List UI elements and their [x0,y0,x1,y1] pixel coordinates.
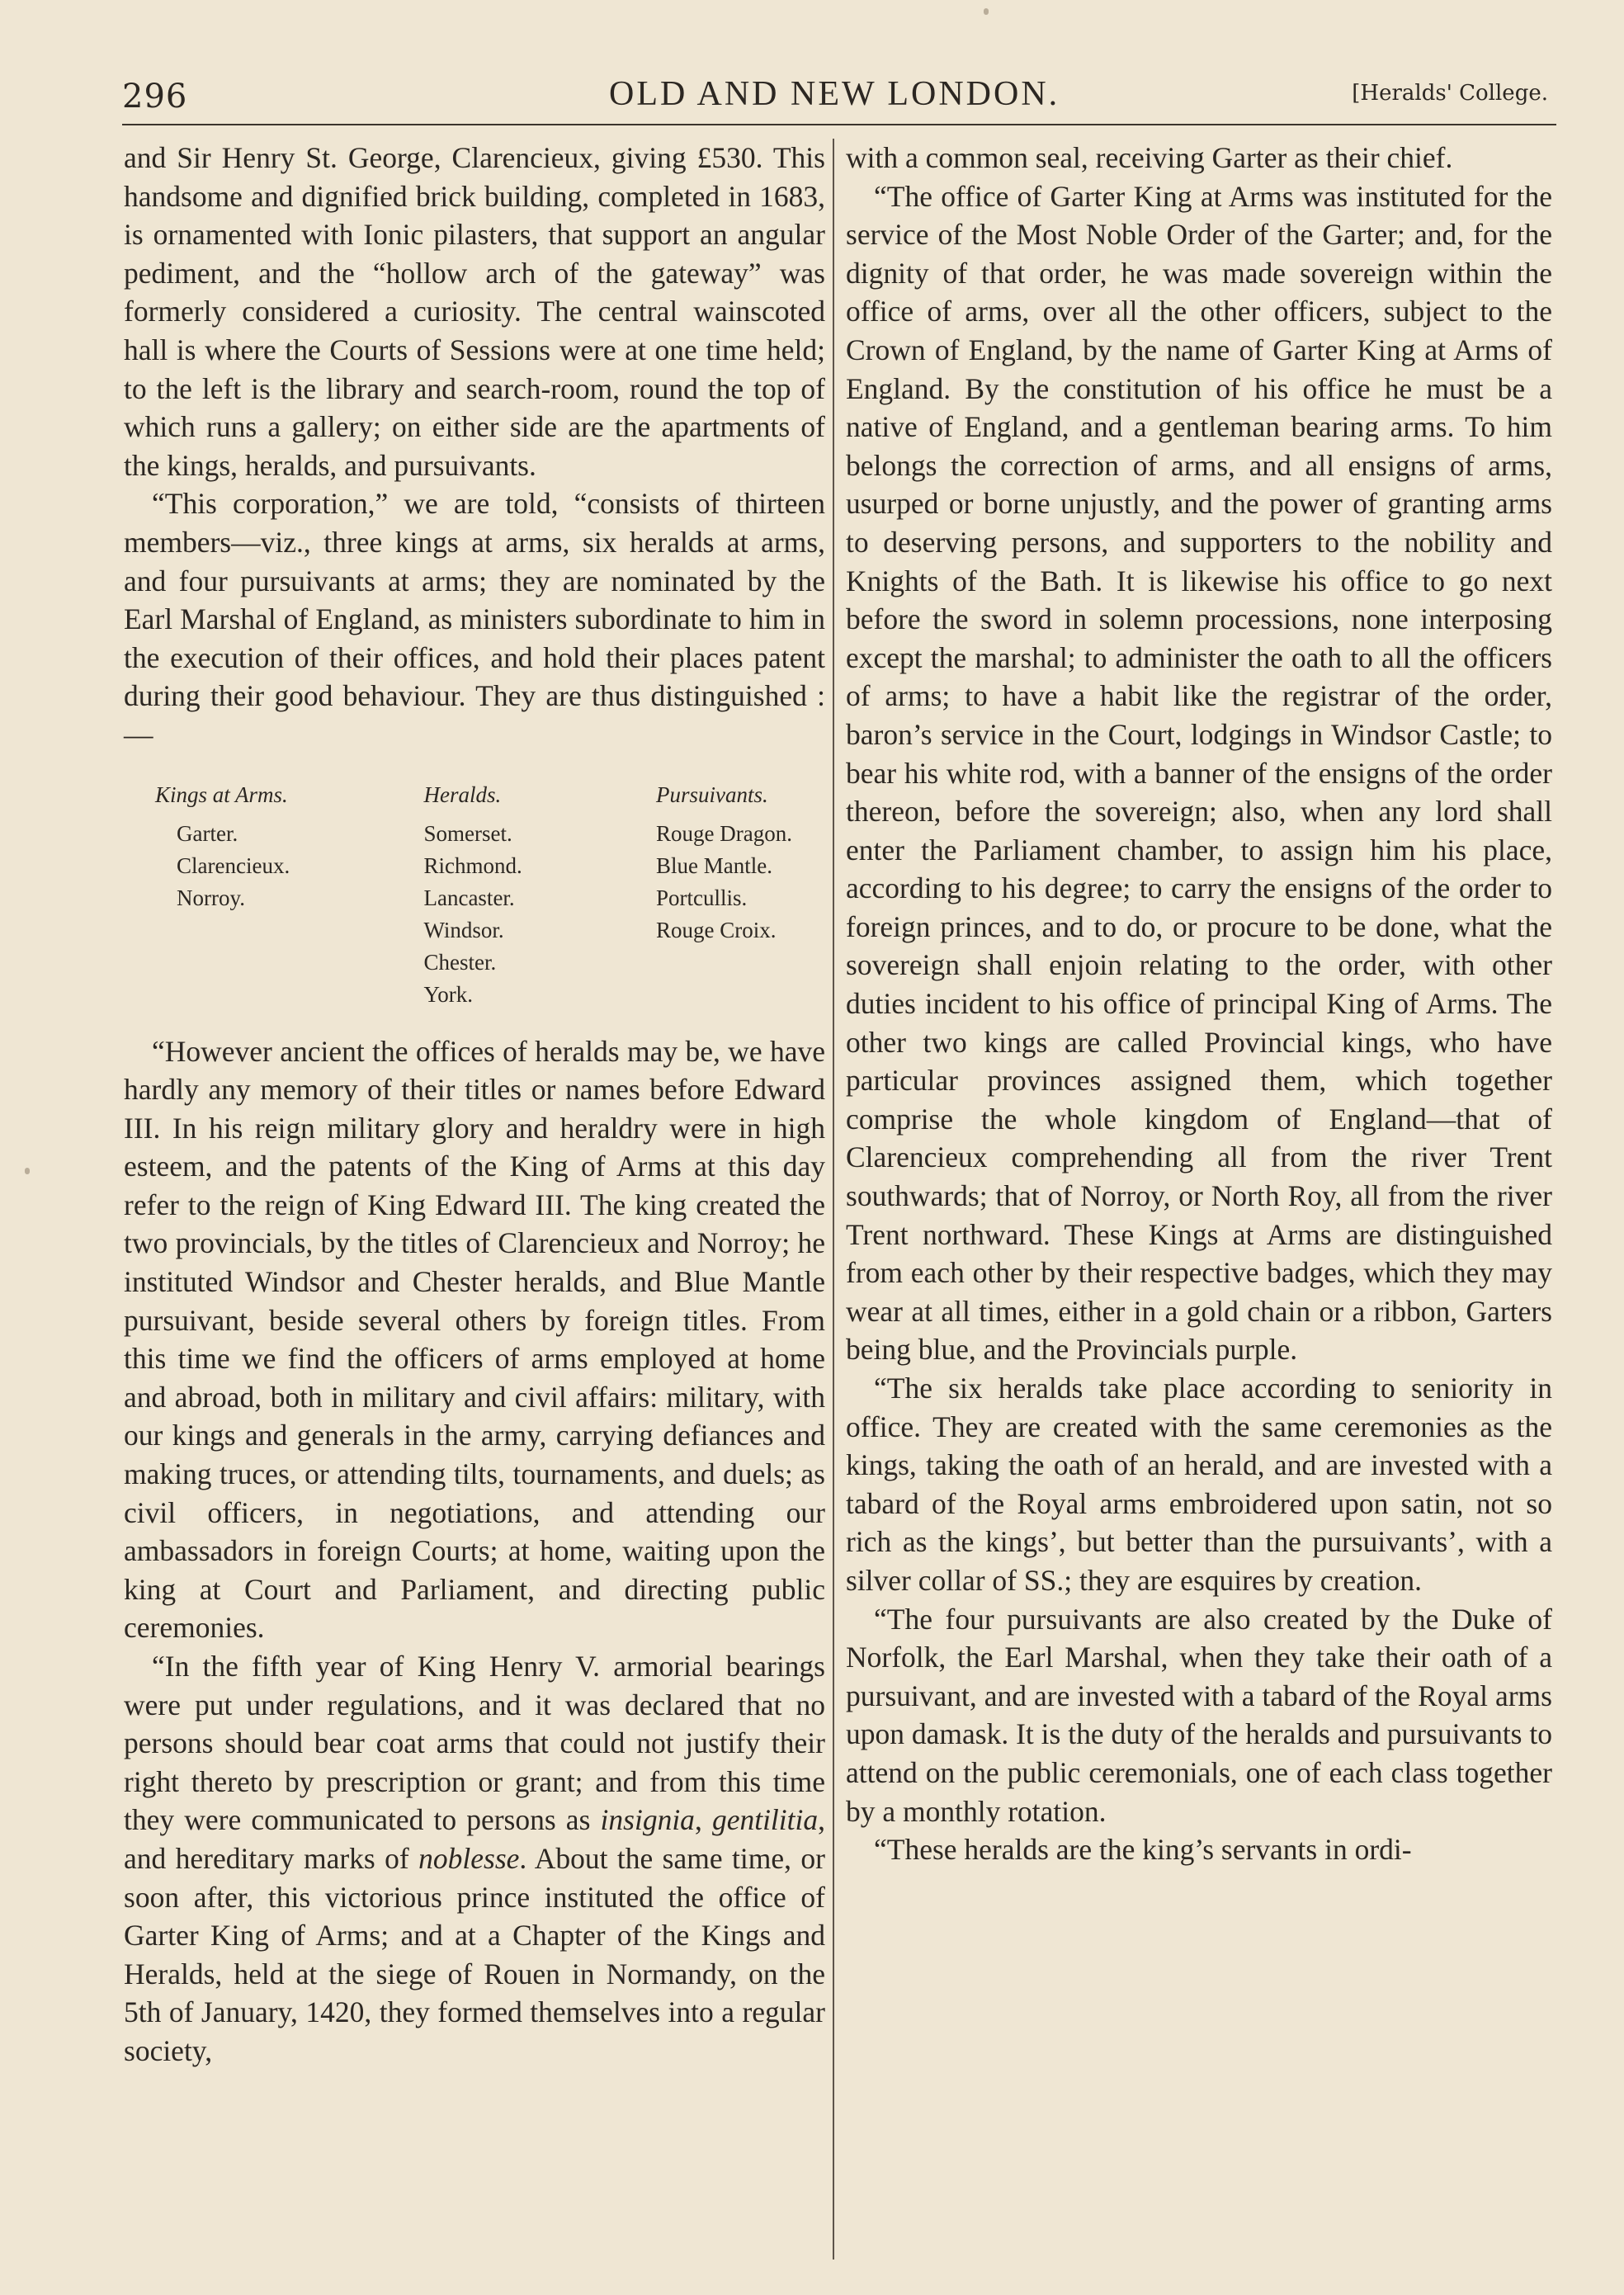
header-rule [122,124,1556,125]
column-divider [833,139,834,2260]
page-header [122,73,1556,124]
italic-term: noblesse [418,1841,520,1875]
table-cell: Portcullis. [656,885,748,910]
heralds-column [423,779,522,1011]
table-cell: Somerset. [423,820,512,846]
paper-speck [984,8,989,15]
section-tag: [Heralds' College. [1352,81,1548,106]
right-paragraph-3: “The six heralds take place according to seniority in office. They are created with the same ceremonies as the kings, taking the oath of an herald, and are invested with a tabard of the Royal arms embroidered upon satin, not so rich as the kings’, but better than the pursuivants’, with a silver collar of SS.; they are esquires by creation. [846,1372,1552,1597]
text-run: “In the fifth year of King Henry V. armorial bearings were put under regulations, and it was declared that no persons should bear coat arms that could not justify their right thereto by prescription or grant; and from this time they were communicated to persons as [124,1650,825,1837]
paper-speck [25,1168,30,1174]
running-title: OLD AND NEW LONDON. [609,75,1060,113]
table-cell: Rouge Croix. [656,917,777,942]
left-paragraph-4 [124,1647,825,2071]
table-cell: Windsor. [423,917,504,942]
officers-table [155,779,792,1011]
left-paragraph-2: “This corporation,” we are told, “consists of thirteen members—viz., three kings at arms, six heralds at arms, and four pursuivants at arms; they are nominated by the Earl Marshal of England, as ministers subordinate to him in the execution of their offices, and hold their places patent during their good behaviour. They are thus distinguished :— [124,487,825,751]
table-cell: Richmond. [423,852,522,878]
left-paragraph-1: and Sir Henry St. George, Clarencieux, giving £530. This handsome and dignified brick building, completed in 1683, is ornamented with Ionic pilasters, that support an angular pediment, and the “hollow arch of the gateway” was formerly considered a curiosity. The central wainscoted hall is where the Courts of Sessions were at one time held; to the left is the library and search-room, round the top of which runs a gallery; on either side are the apartments of the kings, heralds, and pursuivants. [124,141,825,482]
table-cell: York. [423,981,474,1007]
right-paragraph-4: “The four pursuivants are also created by the Duke of Norfolk, the Earl Marshal, when they take their oath of a pursuivant, and are invested with a tabard of the Royal arms upon damask. It is the duty of the heralds and pursuivants to attend on the public ceremonials, one of each class together by a monthly rotation. [846,1602,1552,1828]
pursuivants-column [656,779,792,1011]
italic-term: insignia [600,1803,695,1837]
table-cell: Rouge Dragon. [656,820,792,846]
table-cell: Clarencieux. [177,852,290,878]
kings-column [155,779,290,1011]
text-run: , [694,1803,712,1837]
left-paragraph-3: “However ancient the offices of heralds may be, we have hardly any memory of their titles or names before Edward III. In his reign military glory and heraldry were in high esteem, and the patents of the King of Arms at this day refer to the reign of King Edward III. The king created the two provincials, by the titles of Clarencieux and Norroy; he instituted Windsor and Chester heralds, and Blue Mantle pursuivant, beside several others by foreign titles. From this time we find the officers of arms employed at home and abroad, both in military and civil affairs: military, with our kings and generals in the army, carrying defiances and making truces, or attending tilts, tournaments, and duels; as civil officers, in negotiations, and attending our ambassadors in foreign Courts; at home, waiting upon the king at Court and Parliament, and directing public ceremonies. [124,1034,825,1645]
text-run: . About the same time, or soon after, this victorious prince instituted the office of Garter King of Arms; and at a Chapter of the Kings and Heralds, held at the siege of Rouen in Normandy, on the 5th of January, 1420, they formed themselves into a regular society, [124,1841,825,2067]
right-column [846,139,1552,1869]
italic-term: gentilitia [711,1803,819,1837]
table-cell: Lancaster. [423,885,515,910]
table-cell: Norroy. [177,885,245,910]
pursuivants-header: Pursuivants. [656,782,768,807]
table-cell: Blue Mantle. [656,852,772,878]
table-cell: Garter. [177,820,238,846]
table-cell: Chester. [423,949,497,975]
kings-header: Kings at Arms. [155,782,288,807]
left-column [124,139,825,2071]
right-paragraph-1: with a common seal, receiving Garter as their chief. [846,141,1453,174]
page-number: 296 [122,78,188,116]
right-paragraph-2: “The office of Garter King at Arms was instituted for the service of the Most Noble Order of the Garter; and, for the dignity of that order, he was made sovereign within the office of arms, over all the other officers, subject to the Crown of England, by the name of Garter King at Arms of England. By the constitution of his office he must be a native of England, and a gentleman bearing arms. To him belongs the correction of arms, and all ensigns of arms, usurped or borne unjustly, and the power of granting arms to deserving persons, and supporters to the nobility and Knights of the Bath. It is likewise his office to go next before the sword in solemn processions, none interposing except the marshal; to administer the oath to all the officers of arms; to have a habit like the registrar of the order, baron’s service in the Court, lodgings in Windsor Castle; to bear his white rod, with a banner of the ensigns of the order thereon, before the sovereign; also, when any lord shall enter the Parliament chamber, to assign him his place, according to his degree; to carry the ensigns of the order to foreign princes, and to do, or procure to be done, what the sovereign shall enjoin relating to the order, with other duties incident to his office of principal King of Arms. The other two kings are called Provincial kings, who have particular provinces assigned them, which together comprise the whole kingdom of England—that of Clarencieux comprehending all from the river Trent southwards; that of Norroy, or North Roy, all from the river Trent northward. These Kings at Arms are distinguished from each other by their respective badges, which they may wear at all times, either in a gold chain or a ribbon, Garters being blue, and the Provincials purple. [846,179,1552,1367]
right-paragraph-5: “These heralds are the king’s servants in ordi- [874,1833,1412,1867]
text-run: , and hereditary marks of [124,1803,826,1875]
heralds-header: Heralds. [423,782,502,807]
